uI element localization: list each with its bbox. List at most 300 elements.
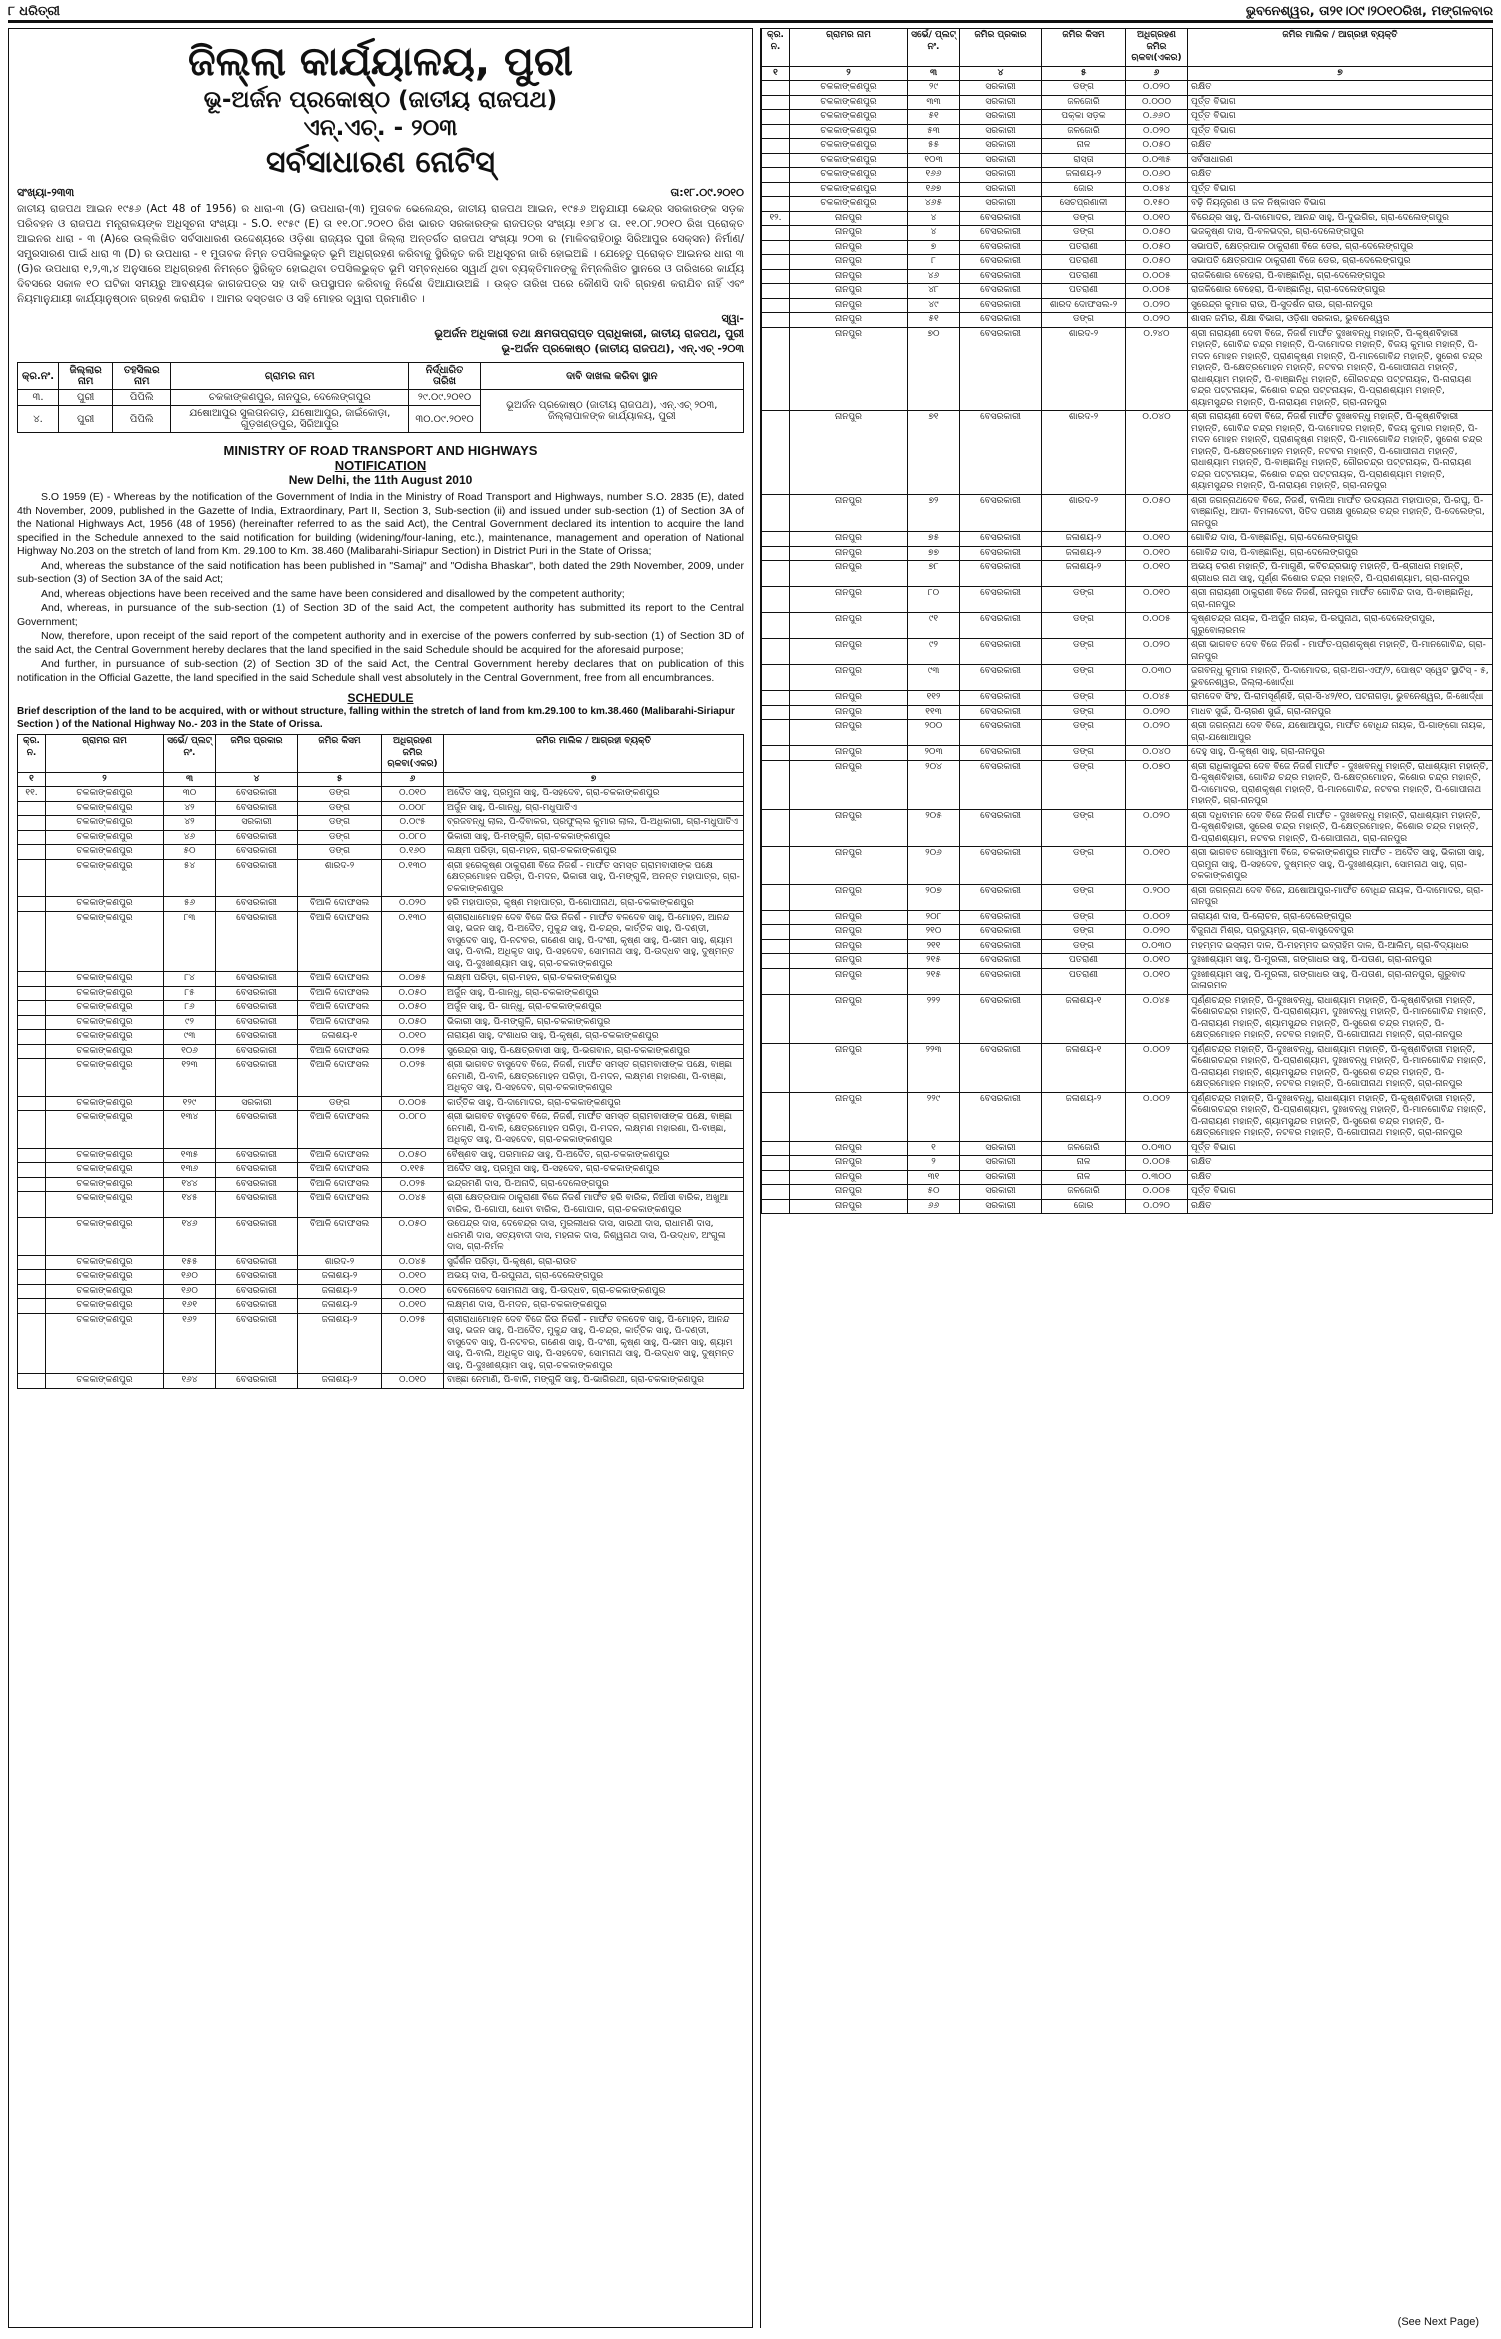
table-cell: ଶାସନ ଜମିର, ଶିକ୍ଷା ବିଭାଗ, ଓଡ଼ିଶା ସରକାର, ଭୁବନେଶ୍ୱର xyxy=(1188,313,1493,328)
table-cell: ୦.୦୨୦ xyxy=(1126,720,1188,746)
table-cell: ୦.୧୫୦ xyxy=(1126,197,1188,212)
table-cell: ଶ୍ରୀ ଜଗନ୍ନାଥ ଦେବ ବିଜେ, ଯଷୋଆପୁର-ମାର୍ଫତ ବୋଧିନ୍ଦ ନାୟକ, ପି-ଦାମୋଦର, ଗ୍ରା-ନାନପୁର xyxy=(1188,884,1493,910)
table-row xyxy=(762,587,1493,613)
table-cell: ୦.୦୦୫ xyxy=(1126,284,1188,299)
table-cell: ଅର୍ଜୁନ ସାହୁ, ପି- ଗାନ୍ଧୁ, ଗ୍ରା-ଚକକାଙ୍କଣପୁର xyxy=(444,1001,744,1016)
table-cell xyxy=(18,1218,46,1256)
table-cell: ୨୨୩ xyxy=(908,1043,960,1092)
table-cell: ଲକ୍ଷ୍ମଣ ଦାସ, ପି-ମଦନ, ଗ୍ରା-ଚକକାଙ୍କଣପୁର xyxy=(444,1299,744,1314)
table-cell: ବେସରକାରୀ xyxy=(960,1092,1042,1141)
table-cell: ଭଜକୃଷ୍ଣ ଦାସ, ପି-ବଳଭଦ୍ର, ଗ୍ରା-ଦେଲେଙ୍ଗପୁର xyxy=(1188,226,1493,241)
table-cell: ବେସରକାରୀ xyxy=(216,1192,298,1218)
table-cell: ରାମଦେବ ସିଂହ, ପି-ରାମସୂର୍ଣ୍ଣହି, ଗ୍ରା-ସି-୪୨/୧୦, ପଟନାଗଡ଼ା, ଭୁବନେଶ୍ୱର, ଜି-ଖୋର୍ଦ୍ଧା xyxy=(1188,691,1493,706)
table-cell: ନାନପୁର xyxy=(790,705,908,720)
table-cell: ୫୬ xyxy=(164,897,216,912)
table-cell: ଚକକାଙ୍କଣପୁର xyxy=(46,911,164,972)
table-cell: ବେସରକାରୀ xyxy=(216,859,298,897)
table-cell xyxy=(762,613,790,639)
table-cell: ଇନ୍ଦ୍ରମଣି ଦାସ, ପି-ଅନାଦି, ଗ୍ରା-ଦେଲେଙ୍ଗପୁର xyxy=(444,1177,744,1192)
table-cell: ଡଙ୍ଗ xyxy=(298,787,382,802)
sign-line-2: ଭୂ-ଅର୍ଜନ ପ୍ରକୋଷ୍ଠ (ଜାତୀୟ ରାଜପଥ), ଏନ୍.ଏଚ୍ -୨୦୩ xyxy=(501,342,744,355)
table-cell: ଜଳାଶୟ-୨ xyxy=(1042,1092,1126,1141)
table-cell: ବାଞ୍ଛା ନେମାଣି, ପି-ବାଳି, ମଙ୍ଗୁଳି ସାହୁ, ପି-ଭାଗିରଥୀ, ଗ୍ରା-ଚକକାଙ୍କଣପୁର xyxy=(444,1374,744,1389)
hearing-cell: ପୁରୀ xyxy=(59,406,113,433)
table-row xyxy=(762,1185,1493,1200)
table-cell: ଡଙ୍ଗ xyxy=(298,801,382,816)
table-cell: ୮୬ xyxy=(164,1001,216,1016)
table-cell: ୧୬୦ xyxy=(164,1284,216,1299)
schedule-header: ଜମିର କିସମ xyxy=(1042,29,1126,67)
table-cell: ଶ୍ରୀ କ୍ଷେତ୍ରପାଳ ଠାକୁରାଣୀ ବିଜେ ନିଜର୍ଶ ମାର୍ଫତ ହରି ବାରିକ, ନିଆଁସୀ ବାରିକ, ଅଖୁଆ ବାରିକ, ପି-ଗୋପୀ, ଧୋବା ବାରିକ, ପି-ଗୋପାଳ, ଗ୍ରା-ଚକକାଙ୍କଣପୁର xyxy=(444,1192,744,1218)
table-cell: ବିଜୁନାଥ ମିଶ୍ର, ପ୍ରଦ୍ୟୁମ୍ନ, ଗ୍ରା-ବାସୁଦେବପୁର xyxy=(1188,925,1493,940)
table-cell: ୧୬୪ xyxy=(164,1374,216,1389)
notice-ref xyxy=(17,186,744,200)
table-row xyxy=(18,787,744,802)
table-cell: ବେସରକାରୀ xyxy=(216,1111,298,1149)
table-cell: ୧୧. xyxy=(18,787,46,802)
table-cell xyxy=(18,1148,46,1163)
table-cell: ବେସରକାରୀ xyxy=(960,255,1042,270)
table-cell: ବେସରକାରୀ xyxy=(960,884,1042,910)
table-cell xyxy=(762,939,790,954)
table-cell: ବେସରକାରୀ xyxy=(216,911,298,972)
table-cell: ସରକାରୀ xyxy=(216,1096,298,1111)
table-cell: ଶ୍ରୀ ଦଧିବାମନ ଦେବ ବିଜେ ନିଜର୍ଶ ମାର୍ଫତ - ଦୁଃଖବନ୍ଧୁ ମହାନ୍ତି, ରାଧାଶ୍ୟାମ ମହାନ୍ତି, ପି-କୃଷ୍ଣବିହାରୀ, ସୁରେଶ ଚନ୍ଦ୍ର ମହାନ୍ତି, ପି-କ୍ଷେତ୍ରମୋହନ, କିଶୋର ଚନ୍ଦ୍ର ମହାନ୍ତି, ପି-ପ୍ରାଣଶ୍ୟାମ, ନଟବର ମହାନ୍ତି, ପି-ଗୋପୀନାଥ, ଗ୍ରା-ନାନପୁର xyxy=(1188,809,1493,847)
table-cell: ନାନପୁର xyxy=(790,968,908,994)
hearing-cell: ୨୯.୦୯.୨୦୧୦ xyxy=(409,390,480,406)
table-cell xyxy=(18,859,46,897)
table-row xyxy=(18,1163,744,1178)
table-cell: ଜଳଜୋରି xyxy=(1042,95,1126,110)
table-cell: ବେସରକାରୀ xyxy=(960,760,1042,809)
table-cell: ବେସରକାରୀ xyxy=(216,1218,298,1256)
table-cell: ନାନପୁର xyxy=(790,240,908,255)
table-cell: ଶାରଦ-୨ xyxy=(1042,411,1126,495)
table-row xyxy=(18,801,744,816)
table-row xyxy=(18,1313,744,1374)
table-cell: ବେସରକାରୀ xyxy=(216,1059,298,1097)
table-cell: ଭିକାରୀ ସାହୁ, ପି-ମଙ୍ଗୁଳି, ଗ୍ରା-ଚକକାଙ୍କଣପୁର xyxy=(444,1015,744,1030)
table-row xyxy=(762,760,1493,809)
table-cell: ଚକକାଙ୍କଣପୁର xyxy=(46,1374,164,1389)
right-column xyxy=(760,28,1493,2328)
table-cell: ବେସରକାରୀ xyxy=(216,1299,298,1314)
table-cell xyxy=(762,139,790,154)
schedule-header: ଜମିର ପ୍ରକାର xyxy=(216,735,298,773)
table-cell xyxy=(762,746,790,761)
table-cell: ଚକକାଙ୍କଣପୁର xyxy=(790,124,908,139)
table-cell xyxy=(18,816,46,831)
table-cell: ବେସରକାରୀ xyxy=(216,801,298,816)
notice-body: ଜାତୀୟ ରାଜପଥ ଆଇନ ୧୯୫୬ (Act 48 of 1956) ର ଧାରା-୩ (G) ଉପଧାରା-(୩) ମୁତାବକ ଭେଲେନ୍ଦ୍ର, ଜାତୀୟ ରାଜପଥ ଆଇନ, ୧୯୫୬ ଅନୁଯାୟୀ ଭେନ୍ଦ୍ର ସରକାରଙ୍କ ସଡ଼କ ପରିବହନ ଓ ରାଜପଥ ମନ୍ତ୍ରାଳୟଙ୍କ ଅଧିସୂଚନା ସଂଖ୍ୟା - S.O. ୧୯୫୯ (E) ତା ୧୧.୦୮.୨୦୧୦ ରିଖ ଭାରତ ସରକାରଙ୍କ ରାଜପତ୍ର ସଂଖ୍ୟା ୧୬୮୪ ତା. ୧୧.୦୮.୨୦୧୦ ରିଖ ପ୍ରୋକ୍ତ ଆଇନର ଧାରା - ୩ (A)ରେ ଉଲ୍ଲିଖିତ ସର୍ବସାଧାରଣ ଉଦ୍ଦେଶ୍ୟରେ ଓଡ଼ିଶା ରାଜ୍ୟର ପୁରୀ ଜିଲ୍ଲା ଅନ୍ତର୍ଗତ ରାଜପଥ ସଂଖ୍ୟା ୨୦୩ ର (ମାଳିବରାହିଠାରୁ ସିରିଆପୁର ସେକ୍ସନ) ନିର୍ମାଣ/ସମ୍ପ୍ରସାରଣ ପାଇଁ ଧାରା ୩ (D) ର ଉପଧାରା - ୧ ମୁତାବକ ନିମ୍ନ ତପସିଲଭୁକ୍ତ ଭୂମି ଅଧିଗ୍ରହଣ କରିବାକୁ ସ୍ଥିରିକୃତ କରି ଅଧିସୂଚନା ଜାରି ହୋଇଅଛି । ଯେହେତୁ ପ୍ରୋକ୍ତ ଆଇନର ଧାରା ୩ (G)ର ଉପଧାରା ୧,୨,୩,୪ ଅନୁସାରେ ଅଧିଗ୍ରହଣ ନିମନ୍ତେ ସ୍ଥିରିକୃତ ହୋଇଥିବା ତପସିଲଭୁକ୍ତ ଭୂମି ସମ୍ବନ୍ଧରେ ସ୍ୱାର୍ଥ ଥିବା ବ୍ୟକ୍ତିମାନଙ୍କୁ ନିମ୍ନଲିଖିତ ସ୍ଥାନରେ ଓ ତାରିଖରେ କାର୍ଯ୍ୟ ଦିବସରେ ସକାଳ ୧୦ ଘଟିକା ସମୟରୁ ଆବଶ୍ୟକ କାଗଜପତ୍ର ସହ ଦାବି ଉପସ୍ଥାପନ କରିବାକୁ ନିର୍ଦ୍ଦେଶ ଦିଆଯାଉଅଛି । ଉକ୍ତ ତାରିଖ ପରେ କୌଣସି ଦାବି ଗ୍ରହଣ କରାଯିବ ନାହିଁ ଏବଂ ନିୟମାନୁଯାୟୀ କାର୍ଯ୍ୟାନୁଷ୍ଠାନ ଗ୍ରହଣ କରାଯିବ । ଆମର ଦସ୍ତଖତ ଓ ସହି ମୋହର ଦ୍ୱାରା ପ୍ରମାଣିତ । xyxy=(17,203,744,305)
table-cell: ୨୧୦ xyxy=(908,925,960,940)
table-cell: ୦.୦୧୦ xyxy=(1126,968,1188,994)
table-cell: ବିଆଳି ଦୋଫସଲ xyxy=(298,1177,382,1192)
table-cell: ୦.୦୨୦ xyxy=(1126,313,1188,328)
table-cell: ୦.୦୦୨ xyxy=(1126,1043,1188,1092)
table-cell: ବେସରକାରୀ xyxy=(960,1043,1042,1092)
table-cell: ଜୋର xyxy=(1042,1199,1126,1214)
table-row xyxy=(762,1156,1493,1171)
table-cell: ବୈଷ୍ଣବ ସାହୁ, ପରମାନନ୍ଦ ସାହୁ, ପି-ଅଦୈତ, ଗ୍ରା-ଚକକାଙ୍କଣପୁର xyxy=(444,1148,744,1163)
table-cell: ୦.୦୨୫ xyxy=(382,1313,444,1374)
table-cell: ୦.୦୮୦ xyxy=(382,1111,444,1149)
table-cell: ବଢ଼ି ନିୟନ୍ତ୍ରଣ ଓ ଜଳ ନିଷ୍କାସନ ବିଭାଗ xyxy=(1188,197,1493,212)
table-cell: ୧୦୬ xyxy=(164,1044,216,1059)
table-cell xyxy=(762,639,790,665)
table-cell: ଜଳଜୋରି xyxy=(1042,124,1126,139)
table-cell: ୦.୦୭୦ xyxy=(1126,760,1188,809)
table-cell: ପତରାଣୀ xyxy=(1042,954,1126,969)
table-cell: ୦.୦୦୨ xyxy=(1126,1092,1188,1141)
table-cell xyxy=(762,240,790,255)
table-cell xyxy=(762,298,790,313)
schedule-column-number: ୩ xyxy=(164,772,216,787)
table-cell: ୦.୦୦୨ xyxy=(1126,910,1188,925)
table-cell: ବେସରକାରୀ xyxy=(216,972,298,987)
table-cell: ଚକକାଙ୍କଣପୁର xyxy=(46,787,164,802)
table-cell: ୦.୦୧୦ xyxy=(382,1299,444,1314)
table-cell: ଶାରଦ-୨ xyxy=(298,859,382,897)
table-cell: ନାନପୁର xyxy=(790,255,908,270)
table-cell xyxy=(18,845,46,860)
table-cell xyxy=(762,1185,790,1200)
table-cell: ନାଳ xyxy=(1042,1156,1126,1171)
table-cell: ବେସରକାରୀ xyxy=(216,1177,298,1192)
table-cell: ଶାରଦ-୨ xyxy=(298,1255,382,1270)
table-cell: ସଭାପତି କ୍ଷେତ୍ରପାଳ ଠାକୁରାଣୀ ବିଜେ ଡେର, ଗ୍ରା-ଦେଲେଙ୍ଗପୁର xyxy=(1188,255,1493,270)
schedule-header: ଗ୍ରାମର ନାମ xyxy=(46,735,164,773)
table-cell: ବିଆଳି ଦୋଫସଲ xyxy=(298,1192,382,1218)
table-row xyxy=(18,897,744,912)
schedule-header: ସର୍ଭେ/ ପ୍ଲଟ୍ ନଂ. xyxy=(908,29,960,67)
notice-number: ସଂଖ୍ୟା-୨୩୩ xyxy=(17,186,75,199)
table-cell: ଜଳାଶୟ-୧ xyxy=(1042,1043,1126,1092)
table-cell xyxy=(762,124,790,139)
table-cell: ବେସରକାରୀ xyxy=(216,1374,298,1389)
table-cell: ରକ୍ଷିତ xyxy=(1188,139,1493,154)
hearing-row xyxy=(18,390,744,406)
table-cell: ୦.୦୫୦ xyxy=(382,986,444,1001)
table-cell: ଡଙ୍ଗ xyxy=(1042,211,1126,226)
table-cell: ନାନପୁର xyxy=(790,226,908,241)
table-cell: ବେସରକାରୀ xyxy=(960,546,1042,561)
table-cell: ୦.୦୫୪ xyxy=(1126,182,1188,197)
table-row xyxy=(18,1255,744,1270)
newspaper-header xyxy=(8,2,1493,23)
sign-label: ସ୍ୱା- xyxy=(721,312,744,325)
table-cell: ୪୨ xyxy=(164,816,216,831)
schedule-column-number: ୭ xyxy=(444,772,744,787)
table-cell: ପୂର୍ତ୍ତ ବିଭାଗ xyxy=(1188,182,1493,197)
table-cell: ବିଆଳି ଦୋଫସଲ xyxy=(298,986,382,1001)
table-cell: ବେସରକାରୀ xyxy=(960,639,1042,665)
table-cell: ଡଙ୍ଗ xyxy=(298,1096,382,1111)
table-cell: ଚକକାଙ୍କଣପୁର xyxy=(46,1299,164,1314)
table-cell: ୦.୦୫୦ xyxy=(382,1218,444,1256)
table-cell: ସର୍ବସାଧାରଣ xyxy=(1188,153,1493,168)
table-row xyxy=(762,1141,1493,1156)
table-cell: ଚକକାଙ୍କଣପୁର xyxy=(46,1192,164,1218)
table-cell: ୮ xyxy=(908,255,960,270)
table-cell: ୦.୦୨୫ xyxy=(382,1059,444,1097)
notification-date: New Delhi, the 11th August 2010 xyxy=(288,473,473,487)
table-cell: ବେସରକାରୀ xyxy=(960,298,1042,313)
table-cell: ନାନପୁର xyxy=(790,284,908,299)
table-cell: ଡଙ୍ଗ xyxy=(1042,760,1126,809)
hearing-header: ଜିଲ୍ଲାର ନାମ xyxy=(59,363,113,390)
table-cell: ୫୧ xyxy=(908,313,960,328)
table-cell: ୦.୦୪୫ xyxy=(1126,994,1188,1043)
table-cell xyxy=(762,1141,790,1156)
table-cell: ୦.୦୦୫ xyxy=(382,1096,444,1111)
table-cell: ଡଙ୍ଗ xyxy=(1042,720,1126,746)
table-cell: ବେସରକାରୀ xyxy=(960,720,1042,746)
notification-paragraph: And, whereas objections have been received and the same have been considered and disallowed by the competent authority; xyxy=(41,587,625,600)
table-cell: ଶ୍ରୀ ଭାଗବତ ବାସୁଦେବ ବିଜେ, ନିଜର୍ଶ, ମାର୍ଫତ ସମସ୍ତ ଗ୍ରାମବାସୀଙ୍କ ପକ୍ଷେ, ବାଞ୍ଛା ନେମାଣି, ପି-ବାଳି, କ୍ଷେତ୍ରମୋହନ ପରିଡ଼ା, ପି-ମଦନ, ଲକ୍ଷ୍ମଣ ମହାରଣା, ପି-ବାଞ୍ଛା, ଅଧିକୃତ ସାହୁ, ପି-ସହଦେବ, ଗ୍ରା-ଚକକାଙ୍କଣପୁର xyxy=(444,1111,744,1149)
table-cell: ୦.୦୦୮ xyxy=(382,801,444,816)
table-cell: ଚକକାଙ୍କଣପୁର xyxy=(46,830,164,845)
table-cell: ନାନପୁର xyxy=(790,746,908,761)
table-row xyxy=(18,1177,744,1192)
table-cell xyxy=(762,110,790,125)
table-cell xyxy=(18,1313,46,1374)
table-cell: ସରକାରୀ xyxy=(960,1170,1042,1185)
table-cell: ବେସରକାରୀ xyxy=(960,240,1042,255)
hearing-cell: ଯଷୋଆପୁର ସୁଲତାନଗଡ଼, ଯଷୋଆପୁର, ଜାଇଁକୋଡ଼ା, ଗୁଡ଼ଖଣ୍ଡପୁର, ସିରିଆପୁର xyxy=(171,406,409,433)
table-cell: ନାନପୁର xyxy=(790,613,908,639)
table-cell: ଡଙ୍ଗ xyxy=(1042,910,1126,925)
table-cell: ୦.୦୧୦ xyxy=(1126,532,1188,547)
table-cell: ୦.୦୬୦ xyxy=(1126,168,1188,183)
table-cell: ବିଆଳି ଦୋଫସଲ xyxy=(298,897,382,912)
table-cell xyxy=(762,847,790,885)
table-cell: ସରକାରୀ xyxy=(960,139,1042,154)
table-cell: ୪୨ xyxy=(164,801,216,816)
table-cell: ସରକାରୀ xyxy=(960,110,1042,125)
dateline: ଭୁବନେଶ୍ୱର, ତା୨୧।୦୯।୨୦୧୦ରିଖ, ମଙ୍ଗଳବାର xyxy=(1245,3,1493,19)
table-cell: ୦.୦୦୫ xyxy=(1126,1156,1188,1171)
table-cell xyxy=(18,1255,46,1270)
table-cell: ବେସରକାରୀ xyxy=(216,1044,298,1059)
table-cell xyxy=(762,925,790,940)
table-cell: ୧୫୫ xyxy=(164,1255,216,1270)
table-cell: ନାନପୁର xyxy=(790,910,908,925)
table-cell: ୪୬ xyxy=(908,269,960,284)
table-cell xyxy=(18,1059,46,1097)
table-cell: ଡଙ୍ଗ xyxy=(1042,313,1126,328)
table-cell: ଶ୍ରୀ ଭାଗବତ ଦେବ ବିଜେ ନିଜର୍ଶ - ମାର୍ଫତ-ପ୍ରାଣକୃଷ୍ଣ ମହାନ୍ତି, ପି-ମାନଗୋବିନ୍ଦ, ଗ୍ରା-ନାନପୁର xyxy=(1188,639,1493,665)
table-cell: ୦.୦୩୦ xyxy=(1126,665,1188,691)
table-cell: ଜଳଜୋରି xyxy=(1042,1185,1126,1200)
table-cell: ସରକାରୀ xyxy=(960,1156,1042,1171)
table-cell: ଡଙ୍ଗ xyxy=(1042,705,1126,720)
table-cell: ନାନପୁର xyxy=(790,691,908,706)
table-cell: ୦.୧୬୦ xyxy=(382,845,444,860)
table-cell: ଶ୍ରୀ ନାରାୟଣୀ ଦେବୀ ବିଜେ, ନିଜର୍ଶ ମାର୍ଫତ ଦୁଃଖବନ୍ଧୁ ମହାନ୍ତି, ପି-କୃଷ୍ଣବିହାରୀ ମହାନ୍ତି, ଗୋବିନ୍ଦ ଚନ୍ଦ୍ର ମହାନ୍ତି, ପି-ଦାମୋଦର ମହାନ୍ତି, ବିଜୟ କୁମାର ମହାନ୍ତି, ପି-ମଦନ ମୋହନ ମହାନ୍ତି, ପ୍ରାଣକୃଷ୍ଣ ମହାନ୍ତି, ପି-ମାନଗୋବିନ୍ଦ ମହାନ୍ତି, ସୁରେଶ ଚନ୍ଦ୍ର ମହାନ୍ତି, ପି-କ୍ଷେତ୍ରମୋହନ ମହାନ୍ତି, ନଟବର ମହାନ୍ତି, ପି-ଗୋପୀନାଥ ମହାନ୍ତି, ରାଧାଶ୍ୟାମ ମହାନ୍ତି, ପି-ବାଞ୍ଛାନିଧି ମହାନ୍ତି, ଗୌରଚନ୍ଦ୍ର ପଟ୍ଟନାୟକ, ପି-ନାରାୟଣ ଚନ୍ଦ୍ର ପଟ୍ଟନାୟକ, କିଶୋର ଚନ୍ଦ୍ର ପଟ୍ଟନାୟକ, ପି-ପ୍ରାଣଶ୍ୟାମ ମହାନ୍ତି, ଶ୍ୟାମସୁନ୍ଦର ମହାନ୍ତି, ପି-ନାରାୟଣ ମହାନ୍ତି, ଗ୍ରା-ନାନପୁର xyxy=(1188,411,1493,495)
table-cell: ୦.୦୧୦ xyxy=(382,787,444,802)
table-cell: ୨୦୪ xyxy=(908,760,960,809)
table-cell: ଚକକାଙ୍କଣପୁର xyxy=(790,139,908,154)
table-cell: ନାନପୁର xyxy=(790,494,908,532)
table-cell: ସରକାରୀ xyxy=(960,168,1042,183)
table-cell: ବେସରକାରୀ xyxy=(960,327,1042,411)
table-cell: ଡଙ୍ଗ xyxy=(298,845,382,860)
table-cell: ଅର୍ଜୁନ ସାହୁ, ପି-ଗାନ୍ଧୁ, ଗ୍ରା-ମଧୁପାତିଏ xyxy=(444,801,744,816)
table-cell: ୧୩୪ xyxy=(164,1111,216,1149)
table-cell xyxy=(18,1374,46,1389)
table-cell: ୧୬୧ xyxy=(164,1299,216,1314)
table-cell: ନାଳ xyxy=(1042,1170,1126,1185)
table-row xyxy=(762,910,1493,925)
table-cell: ଡଙ୍ଗ xyxy=(1042,665,1126,691)
table-cell: ୦.୦୮୦ xyxy=(382,830,444,845)
table-cell: ଚକକାଙ୍କଣପୁର xyxy=(790,95,908,110)
table-row xyxy=(18,972,744,987)
table-cell: ଜଗବନ୍ଧୁ କୁମାର ମହାନ୍ତି, ପି-ଦାମୋଦର, ଗ୍ରା-ଅଗ-ଏଫ୍/୨, ପୋଷ୍ଟ ସ୍ୱେଟ ସ୍ଥାଟିସ୍ - ୫, ଭୁବନେଶ୍ୱର, ଜିଲ୍ଲା-ଖୋର୍ଦ୍ଧା xyxy=(1188,665,1493,691)
table-cell: ନାନପୁର xyxy=(790,269,908,284)
table-cell: ୨୦୩ xyxy=(908,746,960,761)
table-cell: ନାନପୁର xyxy=(790,327,908,411)
table-cell: ସରକାରୀ xyxy=(960,153,1042,168)
table-cell xyxy=(762,411,790,495)
table-cell: ବେସରକାରୀ xyxy=(960,313,1042,328)
table-cell: ଚକକାଙ୍କଣପୁର xyxy=(46,1177,164,1192)
schedule-column-number: ୫ xyxy=(1042,66,1126,81)
table-cell: ନାନପୁର xyxy=(790,639,908,665)
table-row xyxy=(762,546,1493,561)
table-cell: ୦.୦୯୫ xyxy=(382,816,444,831)
hearing-header: ତହସିଲର ନାମ xyxy=(113,363,171,390)
table-cell: ଲକ୍ଷ୍ମୀ ପରିଡ଼ା, ଗ୍ରା-ମହନ, ଗ୍ରା-ଚକକାଙ୍କଣପୁର xyxy=(444,972,744,987)
hearing-cell: ପିପିଲି xyxy=(113,390,171,406)
table-cell: ଚକକାଙ୍କଣପୁର xyxy=(46,1111,164,1149)
table-cell: ନାନପୁର xyxy=(790,994,908,1043)
table-cell: ୦.୦୨୦ xyxy=(1126,81,1188,96)
table-cell: ଡଙ୍ଗ xyxy=(298,816,382,831)
table-cell: ଚକକାଙ୍କଣପୁର xyxy=(790,182,908,197)
table-cell: ୦.୦୦୫ xyxy=(1126,1185,1188,1200)
table-row xyxy=(762,925,1493,940)
table-cell: ୨୯ xyxy=(908,81,960,96)
table-cell: କାର୍ତ୍ତିକ ସାହୁ, ପି-ଦାମୋଦର, ଗ୍ରା-ଚକକାଙ୍କଣପୁର xyxy=(444,1096,744,1111)
table-cell: ବେସରକାରୀ xyxy=(216,986,298,1001)
table-row xyxy=(762,182,1493,197)
table-cell: ନାରାୟଣ ଦାସ, ପି-ଲୋଚନ, ଗ୍ରା-ଦେଲେଙ୍ଗପୁର xyxy=(1188,910,1493,925)
table-cell: ୦.୦୧୦ xyxy=(1126,211,1188,226)
table-cell: ବେସରକାରୀ xyxy=(216,1255,298,1270)
table-row xyxy=(762,110,1493,125)
table-cell: ୫୩ xyxy=(908,124,960,139)
table-cell: ବେସରକାରୀ xyxy=(216,1030,298,1045)
table-cell: ପତରାଣୀ xyxy=(1042,284,1126,299)
table-cell: ଡଙ୍ଗ xyxy=(1042,587,1126,613)
table-cell: ସରକାରୀ xyxy=(960,1141,1042,1156)
table-cell xyxy=(762,720,790,746)
table-cell xyxy=(762,954,790,969)
table-cell: ଚକକାଙ୍କଣପୁର xyxy=(790,110,908,125)
table-cell: ବେସରକାରୀ xyxy=(960,691,1042,706)
schedule-header: ଅଧିଗ୍ରହଣ ଜମିର ଋକବା(ଏକର) xyxy=(382,735,444,773)
table-cell: ଚକକାଙ୍କଣପୁର xyxy=(46,801,164,816)
table-row xyxy=(762,240,1493,255)
schedule-header: କ୍ର. ନ. xyxy=(18,735,46,773)
table-cell: ୦.୦୪୦ xyxy=(1126,411,1188,495)
hearing-cell: ୩୦.୦୯.୨୦୧୦ xyxy=(409,406,480,433)
table-cell: ରକ୍ଷିତ xyxy=(1188,1199,1493,1214)
table-cell: ନାନପୁର xyxy=(790,760,908,809)
table-cell xyxy=(18,897,46,912)
table-cell: ୪୬ xyxy=(164,830,216,845)
table-cell: ୦.୦୨୦ xyxy=(1126,925,1188,940)
table-cell xyxy=(762,809,790,847)
table-cell: ଜଳାଶୟ-୨ xyxy=(298,1374,382,1389)
table-cell: ଚକକାଙ୍କଣପୁର xyxy=(790,168,908,183)
table-cell: ୦.୧୩୦ xyxy=(382,859,444,897)
table-cell: ଚକକାଙ୍କଣପୁର xyxy=(46,972,164,987)
table-cell: ବିଆଳି ଦୋଫସଲ xyxy=(298,1059,382,1097)
table-cell: ଡଙ୍ଗ xyxy=(1042,884,1126,910)
table-cell: ବିଆଳି ଦୋଫସଲ xyxy=(298,1111,382,1149)
table-cell: ବେସରକାରୀ xyxy=(960,587,1042,613)
table-cell: ୫୪ xyxy=(164,859,216,897)
table-row xyxy=(762,124,1493,139)
table-cell: ପୂର୍ତ୍ତ ବିଭାଗ xyxy=(1188,1185,1493,1200)
table-cell xyxy=(762,561,790,587)
table-row xyxy=(762,847,1493,885)
table-cell: ବେସରକାରୀ xyxy=(960,494,1042,532)
schedule-header: ଜମିର ମାଲିକ / ଆଗ୍ରହୀ ବ୍ୟକ୍ତି xyxy=(1188,29,1493,67)
table-cell: ଡଙ୍ଗ xyxy=(1042,81,1126,96)
table-cell: ଚକକାଙ୍କଣପୁର xyxy=(46,1284,164,1299)
schedule-table-right xyxy=(761,28,1493,1214)
schedule-header: ସର୍ଭେ/ ପ୍ଲଟ୍ ନଂ. xyxy=(164,735,216,773)
table-cell: ବିଆଳି ଦୋଫସଲ xyxy=(298,972,382,987)
table-cell: ଜଳାଶୟ-୧ xyxy=(298,1030,382,1045)
table-row xyxy=(762,705,1493,720)
table-cell: ଶ୍ରୀରାଧାମୋହନ ଦେବ ବିଜେ ଜିଉ ନିଜର୍ଶ - ମାର୍ଫତ ବଳଦେବ ସାହୁ, ପି-ମୋହନ, ଆନନ୍ଦ ସାହୁ, ଭଜନ ସାହୁ, ପି-ଅଦୈତ, ମୁକୁନ୍ଦ ସାହୁ, ପି-ଚନ୍ଦ୍ର, କାର୍ତ୍ତିକ ସାହୁ, ପି-ଦଣ୍ଡୀ, ବାସୁଦେବ ସାହୁ, ପି-ନଟବର, ଗଣେଶ ସାହୁ, ପି-ଦଂଶୀ, କୃଷ୍ଣ ସାହୁ, ପି-ଭୀମ ସାହୁ, ଶ୍ୟାମ ସାହୁ, ପି-ବାଲି, ଅଧିକୃତ ସାହୁ, ପି-ସହଦେବ, ସୋମନାଥ ସାହୁ, ପି-ଉଦ୍ଧବ ସାହୁ, ଦୁଷ୍ମନ୍ତ ସାହୁ, ପି-ଦୁଃଖୀଶ୍ୟାମ ସାହୁ, ଗ୍ରା-ଚକକାଙ୍କଣପୁର xyxy=(444,1313,744,1374)
table-cell: ୦.୦୫୦ xyxy=(1126,139,1188,154)
table-cell: ଡଙ୍ଗ xyxy=(1042,226,1126,241)
table-cell xyxy=(762,910,790,925)
table-cell: ବେସରକାରୀ xyxy=(960,954,1042,969)
table-cell: ଅଭୟ ଦାସ, ପି-ରଘୁନାଥ, ଗ୍ରା-ଦେଲେଙ୍ଗପୁର xyxy=(444,1270,744,1285)
table-row xyxy=(762,411,1493,495)
table-cell: ୫୧ xyxy=(908,110,960,125)
table-cell: ୨୦୮ xyxy=(908,910,960,925)
table-cell xyxy=(18,1284,46,1299)
signature-block xyxy=(17,311,744,356)
table-cell: ବେସରକାରୀ xyxy=(216,830,298,845)
table-cell xyxy=(762,255,790,270)
table-cell: ୦.୦୧୦ xyxy=(382,1374,444,1389)
table-cell: ୧ xyxy=(908,1141,960,1156)
table-cell: ୪୬୫ xyxy=(908,197,960,212)
table-cell: ଚକକାଙ୍କଣପୁର xyxy=(46,859,164,897)
table-cell: ୧୦୩ xyxy=(908,153,960,168)
table-cell: ୦.୦୨୦ xyxy=(1126,809,1188,847)
table-cell: ଜଳାଶୟ-୨ xyxy=(298,1284,382,1299)
table-cell xyxy=(762,81,790,96)
schedule-column-number: ୧ xyxy=(18,772,46,787)
table-cell: ଶ୍ରୀ ଭାଗବତ ଗୋସ୍ୱାମୀ ବିଜେ, ଚକକାଙ୍କଣପୁର ମାର୍ଫତ - ଅଦୈତ ସାହୁ, ଭିକାରୀ ସାହୁ, ପ୍ରମୁନା ସାହୁ, ପି-ସହଦେବ, ଦୁଷ୍ମନ୍ତ ସାହୁ, ପି-ଦୁଃଖୀଶ୍ୟାମ, ସୋମନାଥ ସାହୁ, ଗ୍ରା-ଚକକାଙ୍କଣପୁର xyxy=(1188,847,1493,885)
table-row xyxy=(762,211,1493,226)
table-cell: ରକ୍ଷିତ xyxy=(1188,1170,1493,1185)
table-cell xyxy=(18,986,46,1001)
table-cell: ପୂର୍ତ୍ତ ବିଭାଗ xyxy=(1188,1141,1493,1156)
notification-paragraph: And, whereas, in pursuance of the sub-section (1) of Section 3D of the said Act, the competent authority has submitted its report to the Central Government; xyxy=(17,602,744,628)
table-cell: ୦.୦୨୦ xyxy=(1126,639,1188,665)
